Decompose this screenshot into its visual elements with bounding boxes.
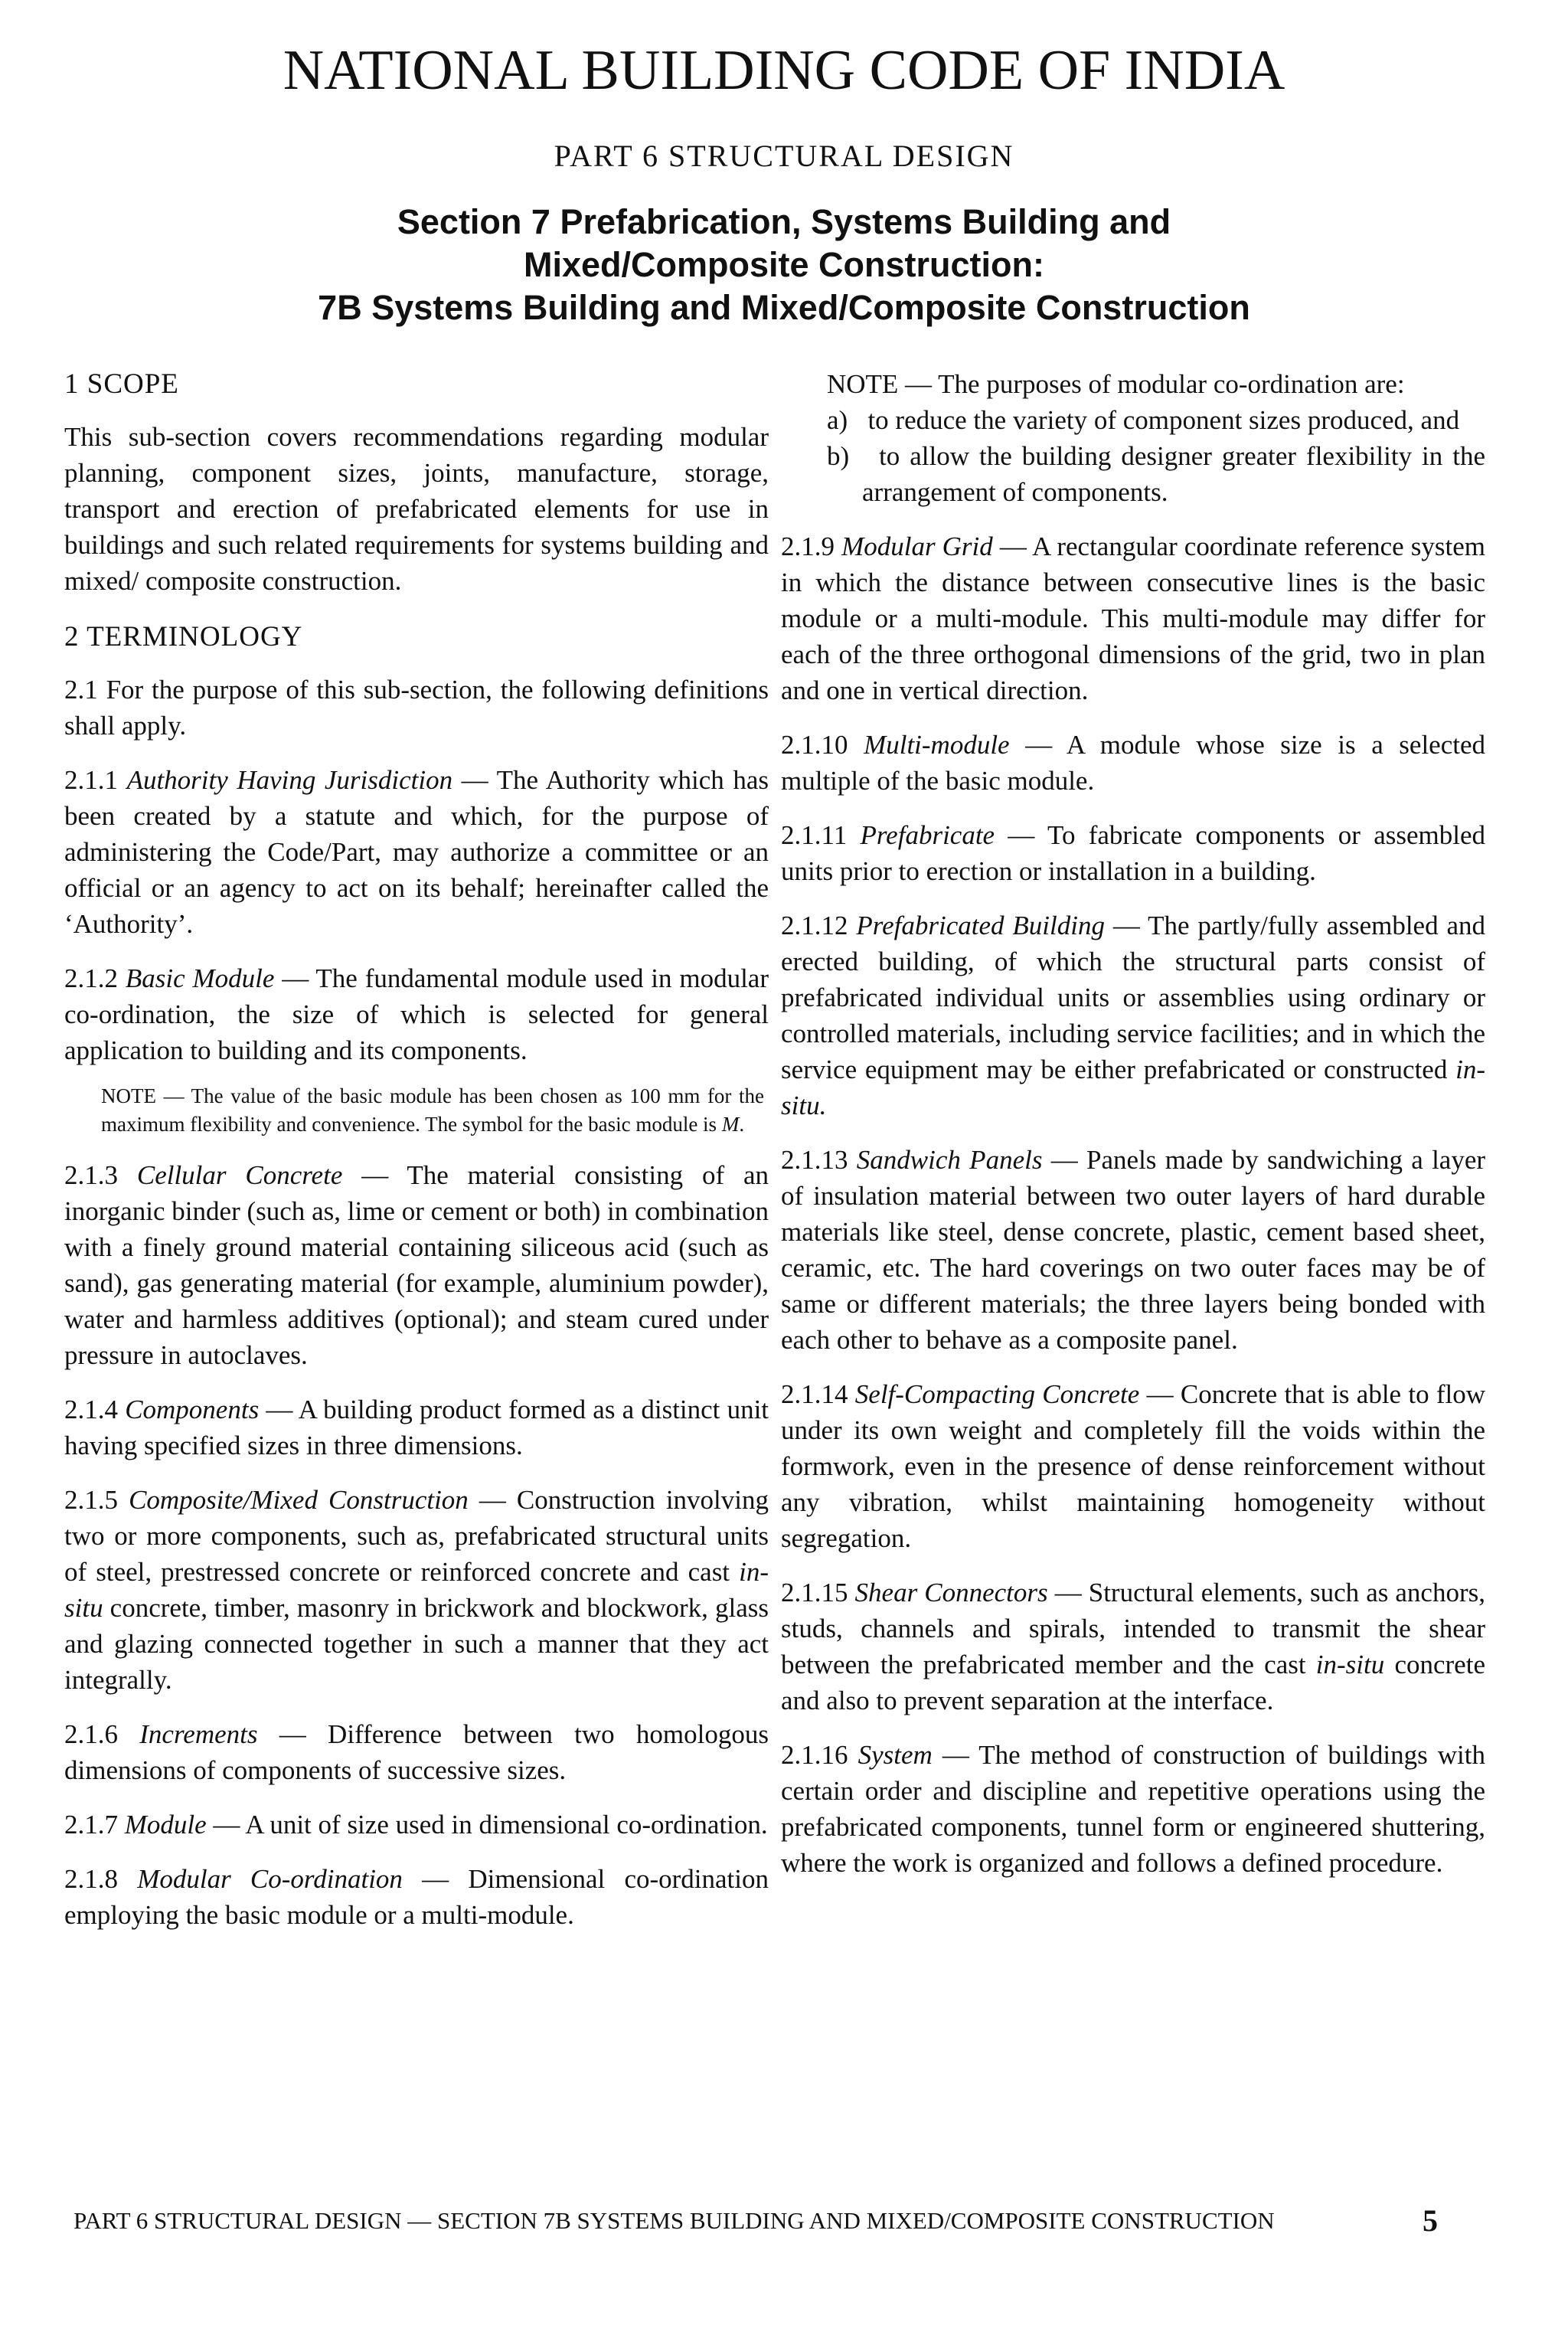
- clause-number: 2.1.5: [64, 1485, 118, 1515]
- clause-text: — The material consisting of an inorganic binder (such as, lime or cement or both) in combination with a finely ground material containing siliceous acid (such as sand), gas generating material (for example, aluminium powder), water and harmless additives (optional); and steam cured under pressure in autoclaves.: [64, 1160, 769, 1370]
- clause-number: 2.1.1: [64, 765, 118, 795]
- clause-term: Modular Grid: [841, 531, 993, 561]
- clause-term: System: [858, 1740, 933, 1770]
- note-intro: NOTE — The purposes of modular co-ordination are:: [827, 369, 1405, 399]
- clause-text: — The fundamental module used in modular co-ordination, the size of which is selected for general application to building and its components.: [64, 963, 769, 1065]
- clause-number: 2.1.16: [781, 1740, 848, 1770]
- clause-2-1-14: [781, 1376, 1485, 1556]
- note-item-label: a): [827, 405, 848, 435]
- part-title: PART 6 STRUCTURAL DESIGN: [554, 139, 1014, 173]
- clause-text: — Dimensional co-ordination employing the basic module or a multi-module.: [64, 1864, 769, 1930]
- clause-text: — A unit of size used in dimensional co-ordination.: [213, 1810, 768, 1840]
- clause-term: Modular Co-ordination: [137, 1864, 403, 1894]
- clause-term: Increments: [139, 1719, 258, 1749]
- clause-2-1-10: [781, 727, 1485, 799]
- clause-number: 2.1.9: [781, 531, 835, 561]
- clause-text: — Panels made by sandwiching a layer of insulation material between two outer layers of hard durable materials like steel, dense concrete, plastic, cement based sheet, ceramic, etc. The hard coverings on two outer faces may be of same or different materials; the three layers being bonded with each other to behave as a composite panel.: [781, 1145, 1486, 1355]
- clause-2-1-7: [64, 1807, 769, 1843]
- clause-2-1-9: [781, 528, 1485, 708]
- clause-term: Composite/Mixed Construction: [129, 1485, 469, 1515]
- right-column: [781, 366, 1485, 1899]
- clause-2-1-2: [64, 960, 769, 1068]
- clause-number: 2.1.6: [64, 1719, 118, 1749]
- clause-number: 2.1.4: [64, 1395, 118, 1424]
- clause-2-1-4: [64, 1392, 769, 1463]
- clause-text: — Concrete that is able to flow under its own weight and completely fill the voids within the formwork, even in the presence of dense reinforcement without any vibration, whilst maintaining homogeneity without segregation.: [781, 1379, 1486, 1553]
- clause-2-1-16: [781, 1737, 1485, 1881]
- page-number: 5: [1423, 2203, 1438, 2238]
- note-end: .: [739, 1113, 745, 1136]
- section-title-line-1: Section 7 Prefabrication, Systems Building and: [397, 202, 1171, 241]
- running-footer: PART 6 STRUCTURAL DESIGN — SECTION 7B SYSTEMS BUILDING AND MIXED/COMPOSITE CONSTRUCTION: [74, 2207, 1275, 2234]
- clause-term: Components: [125, 1395, 260, 1424]
- scope-text: This sub-section covers recommendations regarding modular planning, component sizes, joints, manufacture, storage, transport and erection of prefabricated elements for use in buildings and such related requirements for systems building and mixed/ composite construction.: [64, 422, 769, 596]
- clause-term: Sandwich Panels: [856, 1145, 1043, 1175]
- note-basic-module: [64, 1082, 769, 1139]
- clause-number: 2.1.13: [781, 1145, 848, 1175]
- clause-2-1-13: [781, 1142, 1485, 1358]
- section-title-line-3: 7B Systems Building and Mixed/Composite Construction: [318, 288, 1250, 327]
- clause-number: 2.1.15: [781, 1578, 848, 1607]
- clause-2-1-15: [781, 1575, 1485, 1719]
- insitu-term: in-situ.: [781, 1055, 1485, 1120]
- document-title: NATIONAL BUILDING CODE OF INDIA: [283, 39, 1285, 102]
- clause-term: Shear Connectors: [854, 1578, 1048, 1607]
- insitu-term: in-situ: [64, 1557, 769, 1623]
- clause-number: 2.1.14: [781, 1379, 848, 1409]
- clause-text-cont: concrete and also to prevent separation at the interface.: [781, 1650, 1485, 1715]
- clause-text: — A building product formed as a distinct unit having specified sizes in three dimensions.: [64, 1395, 769, 1460]
- clause-term: Cellular Concrete: [136, 1160, 343, 1190]
- clause-2-1-3: [64, 1157, 769, 1373]
- clause-number: 2.1: [64, 675, 98, 705]
- clause-text: — Construction involving two or more components, such as, prefabricated structural units of steel, prestressed concrete or reinforced concrete and cast: [64, 1485, 769, 1587]
- clause-2-1-6: [64, 1716, 769, 1788]
- note-symbol: M: [721, 1113, 740, 1136]
- clause-text: — The Authority which has been created by a statute and which, for the purpose of administering the Code/Part, may authorize a committee or an official or an agency to act on its behalf; hereinafter called the ‘Authority’.: [64, 765, 769, 939]
- clause-number: 2.1.2: [64, 963, 118, 993]
- insitu-term: in-situ: [1315, 1650, 1385, 1679]
- left-column: [64, 366, 769, 1951]
- section-title: [0, 201, 1568, 329]
- clause-term: Authority Having Jurisdiction: [126, 765, 453, 795]
- clause-text: For the purpose of this sub-section, the following definitions shall apply.: [64, 675, 769, 741]
- clause-number: 2.1.7: [64, 1810, 118, 1840]
- clause-number: 2.1.8: [64, 1864, 118, 1894]
- clause-2-1-12: [781, 908, 1485, 1123]
- clause-term: Prefabricate: [860, 820, 995, 850]
- note-item-b: [827, 438, 1485, 510]
- clause-term: Module: [124, 1810, 207, 1840]
- clause-text: — A rectangular coordinate reference system in which the distance between consecutive lines is the basic module or a multi-module. This multi-module may differ for each of the three orthogonal dimensions of the grid, two in plan and one in vertical direction.: [781, 531, 1485, 705]
- clause-term: Multi-module: [864, 730, 1010, 760]
- clause-text: — Difference between two homologous dimensions of components of successive sizes.: [64, 1719, 769, 1785]
- note-text: NOTE — The value of the basic module has been chosen as 100 mm for the maximum flexibility and convenience. The symbol for the basic module is: [101, 1084, 764, 1136]
- clause-text: — To fabricate components or assembled units prior to erection or installation in a building.: [781, 820, 1486, 886]
- clause-term: Self-Compacting Concrete: [854, 1379, 1140, 1409]
- clause-2-1-11: [781, 817, 1485, 889]
- clause-2-1-1: [64, 762, 769, 942]
- clause-number: 2.1.10: [781, 730, 848, 760]
- clause-text: — A module whose size is a selected multiple of the basic module.: [781, 730, 1486, 796]
- clause-text-cont: concrete, timber, masonry in brickwork and blockwork, glass and glazing connected together in such a manner that they act integrally.: [64, 1593, 769, 1695]
- clause-text: — Structural elements, such as anchors, studs, channels and spirals, intended to transmit the shear between the prefabricated member and the cast: [781, 1578, 1485, 1679]
- note-item-a: [827, 402, 1485, 438]
- scope-heading: 1 SCOPE: [64, 368, 179, 400]
- clause-number: 2.1.3: [64, 1160, 118, 1190]
- terminology-heading: 2 TERMINOLOGY: [64, 621, 303, 652]
- note-item-label: b): [827, 441, 850, 471]
- clause-number: 2.1.12: [781, 911, 848, 940]
- clause-2-1: [64, 672, 769, 744]
- note-item-text: to allow the building designer greater flexibility in the arrangement of components.: [862, 441, 1486, 507]
- section-title-line-2: Mixed/Composite Construction:: [523, 245, 1044, 284]
- clause-number: 2.1.11: [781, 820, 848, 850]
- note-modular-coordination: [781, 366, 1485, 510]
- clause-text: — The partly/fully assembled and erected building, of which the structural parts consist of prefabricated individual units or assemblies using ordinary or controlled materials, including service facilities; and in which the service equipment may be either prefabricated or constructed: [781, 911, 1486, 1084]
- clause-text: — The method of construction of buildings with certain order and discipline and repetitive operations using the prefabricated components, tunnel form or engineered shuttering, where the work is organized and follows a defined procedure.: [781, 1740, 1485, 1878]
- clause-2-1-5: [64, 1482, 769, 1698]
- clause-term: Basic Module: [125, 963, 275, 993]
- clause-2-1-8: [64, 1861, 769, 1933]
- note-item-text: to reduce the variety of component sizes produced, and: [867, 405, 1460, 435]
- clause-term: Prefabricated Building: [856, 911, 1105, 940]
